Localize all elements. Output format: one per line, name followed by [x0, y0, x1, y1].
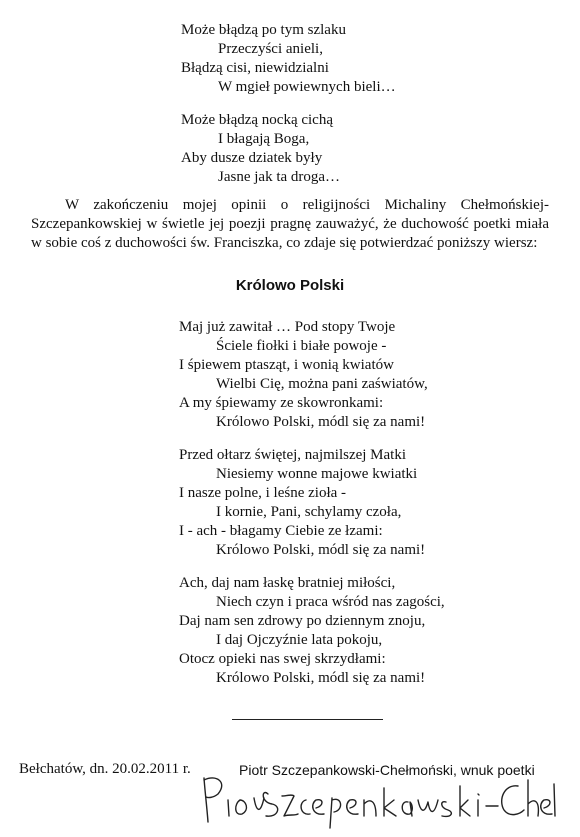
poem2-stanza2-line3: I nasze polne, i leśne zioła - [179, 485, 347, 501]
poem1-stanza1-line3: Błądzą cisi, niewidzialni [181, 60, 329, 76]
poem1-stanza1-line1: Może błądzą po tym szlaku [181, 22, 346, 38]
author-line: Piotr Szczepankowski-Chełmoński, wnuk poetki [239, 762, 535, 778]
poem1-stanza1-line2: Przeczyści anieli, [218, 41, 323, 57]
poem1-stanza2-line2: I błagają Boga, [218, 131, 310, 147]
place-date: Bełchatów, dn. 20.02.2011 r. [19, 761, 191, 777]
poem1-stanza1-line4: W mgieł powiewnych bieli… [218, 79, 396, 95]
poem2-stanza3-line2: Niech czyn i praca wśród nas zagości, [216, 594, 445, 610]
separator-line [232, 719, 383, 720]
poem2-stanza1-line2: Ściele fiołki i białe powoje - [216, 338, 387, 354]
poem2-stanza3-line4: I daj Ojczyźnie lata pokoju, [216, 632, 383, 648]
poem2-stanza1-line5: A my śpiewamy ze skowronkami: [179, 395, 384, 411]
poem2-stanza3-refrain: Królowo Polski, módl się za nami! [216, 670, 426, 686]
poem2-stanza1-line3: I śpiewem ptasząt, i wonią kwiatów [179, 357, 394, 373]
poem-title: Królowo Polski [235, 277, 345, 294]
poem1-stanza2-line1: Może błądzą nocką cichą [181, 112, 333, 128]
poem2-stanza2-line1: Przed ołtarz świętej, najmilszej Matki [179, 447, 407, 463]
poem2-stanza3-line1: Ach, daj nam łaskę bratniej miłości, [179, 575, 396, 591]
body-paragraph: W zakończeniu mojej opinii o religijności Michaliny Chełmońskiej-Szczepankowskiej w świetle jej poezji pragnę zauważyć, że duchowość poetki miała w sobie coś z duchowości św. Franciszka, co zdaje się potwierdzać poniższy wiersz: [31, 197, 549, 251]
poem2-stanza1-line4: Wielbi Cię, można pani zaświatów, [216, 376, 428, 392]
poem2-stanza2-line4: I kornie, Pani, schylamy czoła, [216, 504, 402, 520]
poem2-stanza2-line2: Niesiemy wonne majowe kwiatki [216, 466, 418, 482]
poem2-stanza1-refrain: Królowo Polski, módl się za nami! [216, 414, 426, 430]
poem2-stanza3-line3: Daj nam sen zdrowy po dziennym znoju, [179, 613, 426, 629]
poem2-stanza2-refrain: Królowo Polski, módl się za nami! [216, 542, 426, 558]
poem1-stanza2-line3: Aby dusze dziatek były [181, 150, 323, 166]
poem2-stanza3-line5: Otocz opieki nas swej skrzydłami: [179, 651, 386, 667]
poem1-stanza2-line4: Jasne jak ta droga… [218, 169, 341, 185]
poem2-stanza2-line5: I - ach - błagamy Ciebie ze łzami: [179, 523, 383, 539]
handwritten-signature [198, 770, 558, 832]
poem2-stanza1-line1: Maj już zawitał … Pod stopy Twoje [179, 319, 396, 335]
